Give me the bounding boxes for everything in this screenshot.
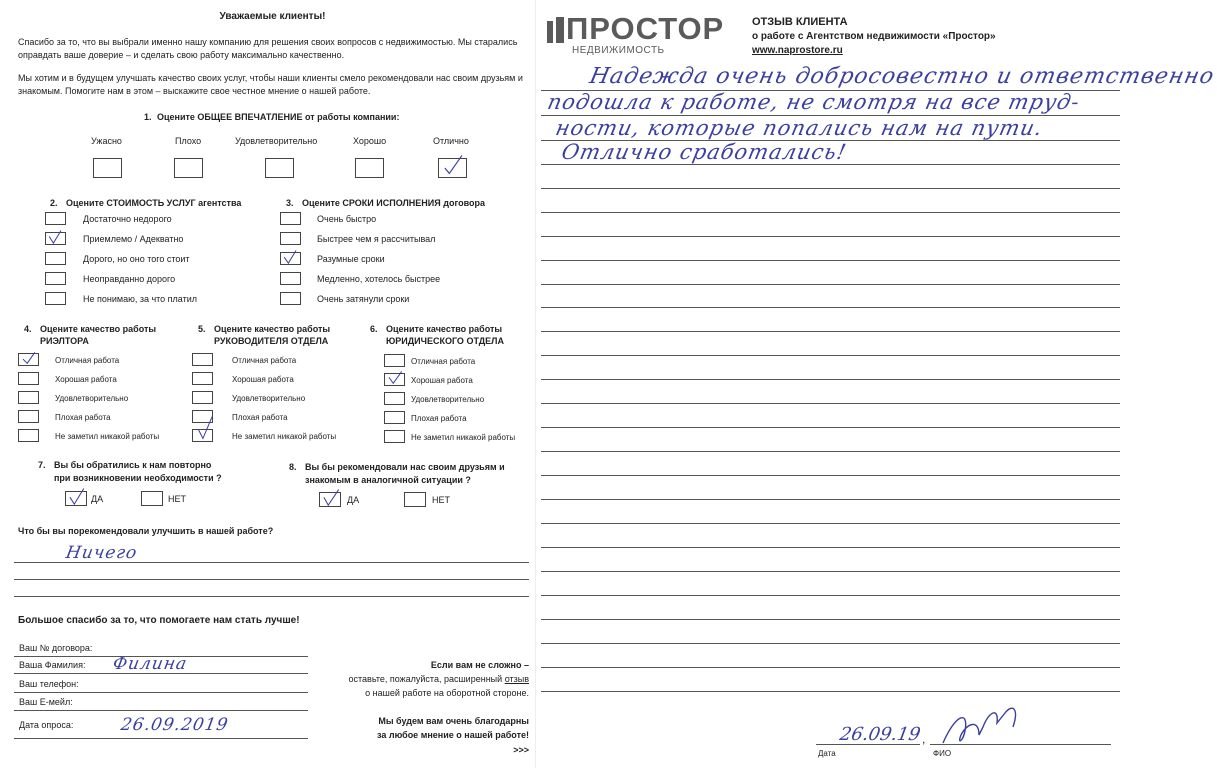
checkbox[interactable]	[93, 158, 122, 178]
intro-line: Спасибо за то, что вы выбрали именно нашу компанию для решения своих вопросов с недвижимостью. Мы старались	[18, 37, 518, 47]
ruled-line	[541, 284, 1120, 285]
checkbox-checked[interactable]	[45, 232, 66, 245]
check-mark-icon	[439, 159, 466, 177]
question-text: Оцените ОБЩЕЕ ВПЕЧАТЛЕНИЕ от работы компании:	[157, 112, 400, 122]
intro-line: Мы хотим и в будущем улучшать качество своих услуг, чтобы наши клиенты смело рекомендовали нас своим друзьям и	[18, 73, 523, 83]
option-label: Плохая работа	[232, 413, 288, 422]
date-label: Дата	[818, 749, 836, 758]
question-text: РУКОВОДИТЕЛЯ ОТДЕЛА	[214, 336, 329, 346]
checkbox[interactable]	[280, 212, 301, 225]
option-label: Отличная работа	[55, 356, 120, 365]
page-divider	[535, 0, 536, 768]
option-label: Приемлемо / Адекватно	[83, 234, 184, 244]
option-label: Не заметил никакой работы	[232, 432, 337, 441]
ruled-line	[541, 403, 1120, 404]
option-label: Разумные сроки	[317, 254, 385, 264]
option-label: Быстрее чем я рассчитывал	[317, 234, 436, 244]
yes-label: ДА	[347, 495, 360, 505]
option-label: Отлично	[433, 136, 469, 146]
checkbox[interactable]	[280, 292, 301, 305]
note-line: о нашей работе на оборотной стороне.	[365, 688, 529, 698]
contract-label: Ваш № договора:	[19, 643, 93, 653]
question-text: ЮРИДИЧЕСКОГО ОТДЕЛА	[386, 336, 504, 346]
review-subtitle: о работе с Агентством недвижимости «Простор»	[752, 31, 996, 42]
date-line	[816, 744, 920, 745]
improve-answer[interactable]: Ничего	[64, 543, 140, 563]
option-label: Неоправданно дорого	[83, 274, 176, 284]
checkbox[interactable]	[192, 391, 213, 404]
check-mark-icon	[320, 493, 340, 506]
comma-separator: ,	[922, 732, 926, 746]
checkbox[interactable]	[355, 158, 384, 178]
survey-date-label: Дата опроса:	[19, 720, 74, 730]
question-number: 6.	[370, 324, 378, 334]
yes-checkbox-checked[interactable]	[319, 492, 341, 507]
checkbox[interactable]	[384, 411, 405, 424]
ruled-line	[541, 571, 1120, 572]
ruled-line	[541, 260, 1120, 261]
option-label: Очень быстро	[317, 214, 377, 224]
checkbox-checked[interactable]	[384, 373, 405, 386]
review-text-line[interactable]: ности, которые попались нам на пути.	[553, 116, 1046, 140]
answer-line	[14, 562, 529, 563]
option-label: Хорошо	[353, 136, 387, 146]
no-checkbox[interactable]	[141, 491, 163, 506]
option-label: Плохая работа	[411, 414, 467, 423]
no-label: НЕТ	[168, 494, 186, 504]
ruled-line	[541, 307, 1120, 308]
question-text: РИЭЛТОРА	[40, 336, 89, 346]
option-label: Отличная работа	[232, 356, 297, 365]
ruled-line	[541, 451, 1120, 452]
option-label: Удовлетворительно	[411, 395, 485, 404]
option-label: Хорошая работа	[55, 375, 117, 384]
checkbox[interactable]	[174, 158, 203, 178]
option-label: Дорого, но оно того стоит	[83, 254, 190, 264]
phone-field-line[interactable]	[14, 692, 308, 693]
ruled-line	[541, 619, 1120, 620]
signature[interactable]	[935, 705, 1025, 755]
question-text: Оцените СРОКИ ИСПОЛНЕНИЯ договора	[302, 198, 485, 208]
answer-line	[14, 596, 529, 597]
check-mark-icon	[281, 253, 300, 264]
phone-label: Ваш телефон:	[19, 679, 79, 689]
option-label: Достаточно недорого	[83, 214, 172, 224]
check-mark-icon	[19, 354, 38, 365]
option-label: Не заметил никакой работы	[411, 433, 516, 442]
question-text: Оцените качество работы	[214, 324, 331, 334]
note-line: за любое мнение о нашей работе!	[376, 730, 529, 740]
question-number: 3.	[286, 198, 294, 208]
logo-house-icon	[546, 15, 566, 45]
company-logo	[546, 11, 725, 59]
checkbox[interactable]	[18, 410, 39, 423]
ruled-line	[541, 475, 1120, 476]
check-mark-icon	[66, 492, 86, 505]
yes-checkbox-checked[interactable]	[65, 491, 87, 506]
review-text-line[interactable]: подошла к работе, не смотря на все труд-	[545, 90, 1083, 114]
greeting-title: Уважаемые клиенты!	[219, 11, 326, 22]
no-label: НЕТ	[432, 495, 450, 505]
checkbox[interactable]	[45, 292, 66, 305]
checkbox[interactable]	[265, 158, 294, 178]
checkbox[interactable]	[45, 272, 66, 285]
checkbox[interactable]	[45, 212, 66, 225]
ruled-line	[541, 427, 1120, 428]
ruled-line	[541, 212, 1120, 213]
ruled-line	[541, 188, 1120, 189]
review-text-line[interactable]: Надежда очень добросовестно и ответственно	[587, 64, 1217, 89]
option-label: Медленно, хотелось быстрее	[317, 274, 441, 284]
review-link[interactable]: отзыв	[504, 674, 529, 684]
email-label: Ваш Е-мейл:	[19, 697, 73, 707]
option-label: Хорошая работа	[411, 376, 473, 385]
ruled-line	[541, 691, 1120, 692]
checkbox[interactable]	[18, 372, 39, 385]
checkbox[interactable]	[384, 354, 405, 367]
logo-text: ПРОСТОР	[566, 11, 725, 46]
question-number: 7.	[38, 460, 46, 470]
note-line: Мы будем вам очень благодарны	[378, 716, 529, 726]
option-label: Плохая работа	[55, 413, 111, 422]
surname-field-line[interactable]	[14, 673, 308, 674]
checkbox[interactable]	[192, 372, 213, 385]
ruled-line	[541, 164, 1120, 165]
fio-label: ФИО	[933, 749, 952, 758]
date-field-line[interactable]	[14, 738, 308, 739]
checkbox[interactable]	[384, 430, 405, 443]
note-text: оставьте, пожалуйста, расширенный	[348, 674, 503, 684]
thanks-text: Большое спасибо за то, что помогаете нам стать лучше!	[18, 615, 300, 626]
answer-line	[14, 579, 529, 580]
question-number: 5.	[198, 324, 206, 334]
review-date-value[interactable]: 26.09.19	[838, 724, 923, 745]
ruled-line	[541, 499, 1120, 500]
checkbox[interactable]	[384, 392, 405, 405]
checkbox-checked[interactable]	[438, 158, 467, 178]
yes-label: ДА	[91, 494, 104, 504]
ruled-line	[541, 595, 1120, 596]
ruled-line	[541, 523, 1120, 524]
next-page-arrows: >>>	[513, 745, 529, 755]
review-text-line[interactable]: Отлично сработались!	[559, 140, 849, 164]
check-mark-icon	[193, 430, 212, 441]
checkbox[interactable]	[192, 353, 213, 366]
ruled-line	[541, 643, 1120, 644]
question-text: при возникновении необходимости ?	[54, 473, 222, 483]
question-text: знакомым в аналогичной ситуации ?	[305, 475, 471, 485]
question-text: Вы бы рекомендовали нас своим друзьям и	[305, 462, 505, 472]
option-label: Не понимаю, за что платил	[83, 294, 198, 304]
surname-label: Ваша Фамилия:	[19, 660, 86, 670]
question-number: 4.	[24, 324, 32, 334]
option-label: Удовлетворительно	[232, 394, 306, 403]
checkbox-checked[interactable]	[280, 252, 301, 265]
ruled-line	[541, 236, 1120, 237]
check-mark-icon	[385, 374, 404, 385]
ruled-line	[541, 379, 1120, 380]
option-label: Удовлетворительно	[55, 394, 129, 403]
intro-line: оправдать ваше доверие – и сделать свою работу максимально качественно.	[18, 50, 345, 60]
question-text: Оцените качество работы	[386, 324, 503, 334]
website-link[interactable]: www.naprostore.ru	[752, 45, 843, 56]
no-checkbox[interactable]	[404, 492, 426, 507]
option-label: Не заметил никакой работы	[55, 432, 160, 441]
checkbox[interactable]	[18, 429, 39, 442]
check-mark-icon	[46, 233, 65, 244]
checkbox[interactable]	[18, 391, 39, 404]
ruled-line	[541, 355, 1120, 356]
checkbox-checked[interactable]	[192, 429, 213, 442]
question-text: Оцените СТОИМОСТЬ УСЛУГ агентства	[66, 198, 242, 208]
review-title: ОТЗЫВ КЛИЕНТА	[752, 16, 848, 28]
intro-line: знакомым. Помогите нам в этом – выскажите свое честное мнение о нашей работе.	[18, 86, 371, 96]
option-label: Удовлетворительно	[235, 136, 318, 146]
question-text: Оцените качество работы	[40, 324, 157, 334]
option-label: Отличная работа	[411, 357, 476, 366]
note-line	[349, 674, 529, 685]
email-field-line[interactable]	[14, 710, 308, 711]
ruled-line	[541, 547, 1120, 548]
surname-value[interactable]: Филина	[111, 654, 189, 674]
question-number: 8.	[289, 462, 297, 472]
question-number: 2.	[50, 198, 58, 208]
survey-date-value[interactable]: 26.09.2019	[119, 715, 231, 735]
checkbox[interactable]	[280, 232, 301, 245]
ruled-line	[541, 331, 1120, 332]
checkbox-checked[interactable]	[18, 353, 39, 366]
question-text: Вы бы обратились к нам повторно	[54, 460, 212, 470]
option-label: Хорошая работа	[232, 375, 294, 384]
ruled-line	[541, 667, 1120, 668]
checkbox[interactable]	[280, 272, 301, 285]
checkbox[interactable]	[192, 410, 213, 423]
option-label: Очень затянули сроки	[317, 294, 410, 304]
logo-subtext: НЕДВИЖИМОСТЬ	[572, 45, 665, 56]
question-number: 1.	[144, 112, 152, 122]
note-line: Если вам не сложно –	[430, 660, 529, 670]
improve-question: Что бы вы порекомендовали улучшить в нашей работе?	[18, 526, 274, 536]
option-label: Ужасно	[91, 136, 122, 146]
checkbox[interactable]	[45, 252, 66, 265]
option-label: Плохо	[175, 136, 202, 146]
